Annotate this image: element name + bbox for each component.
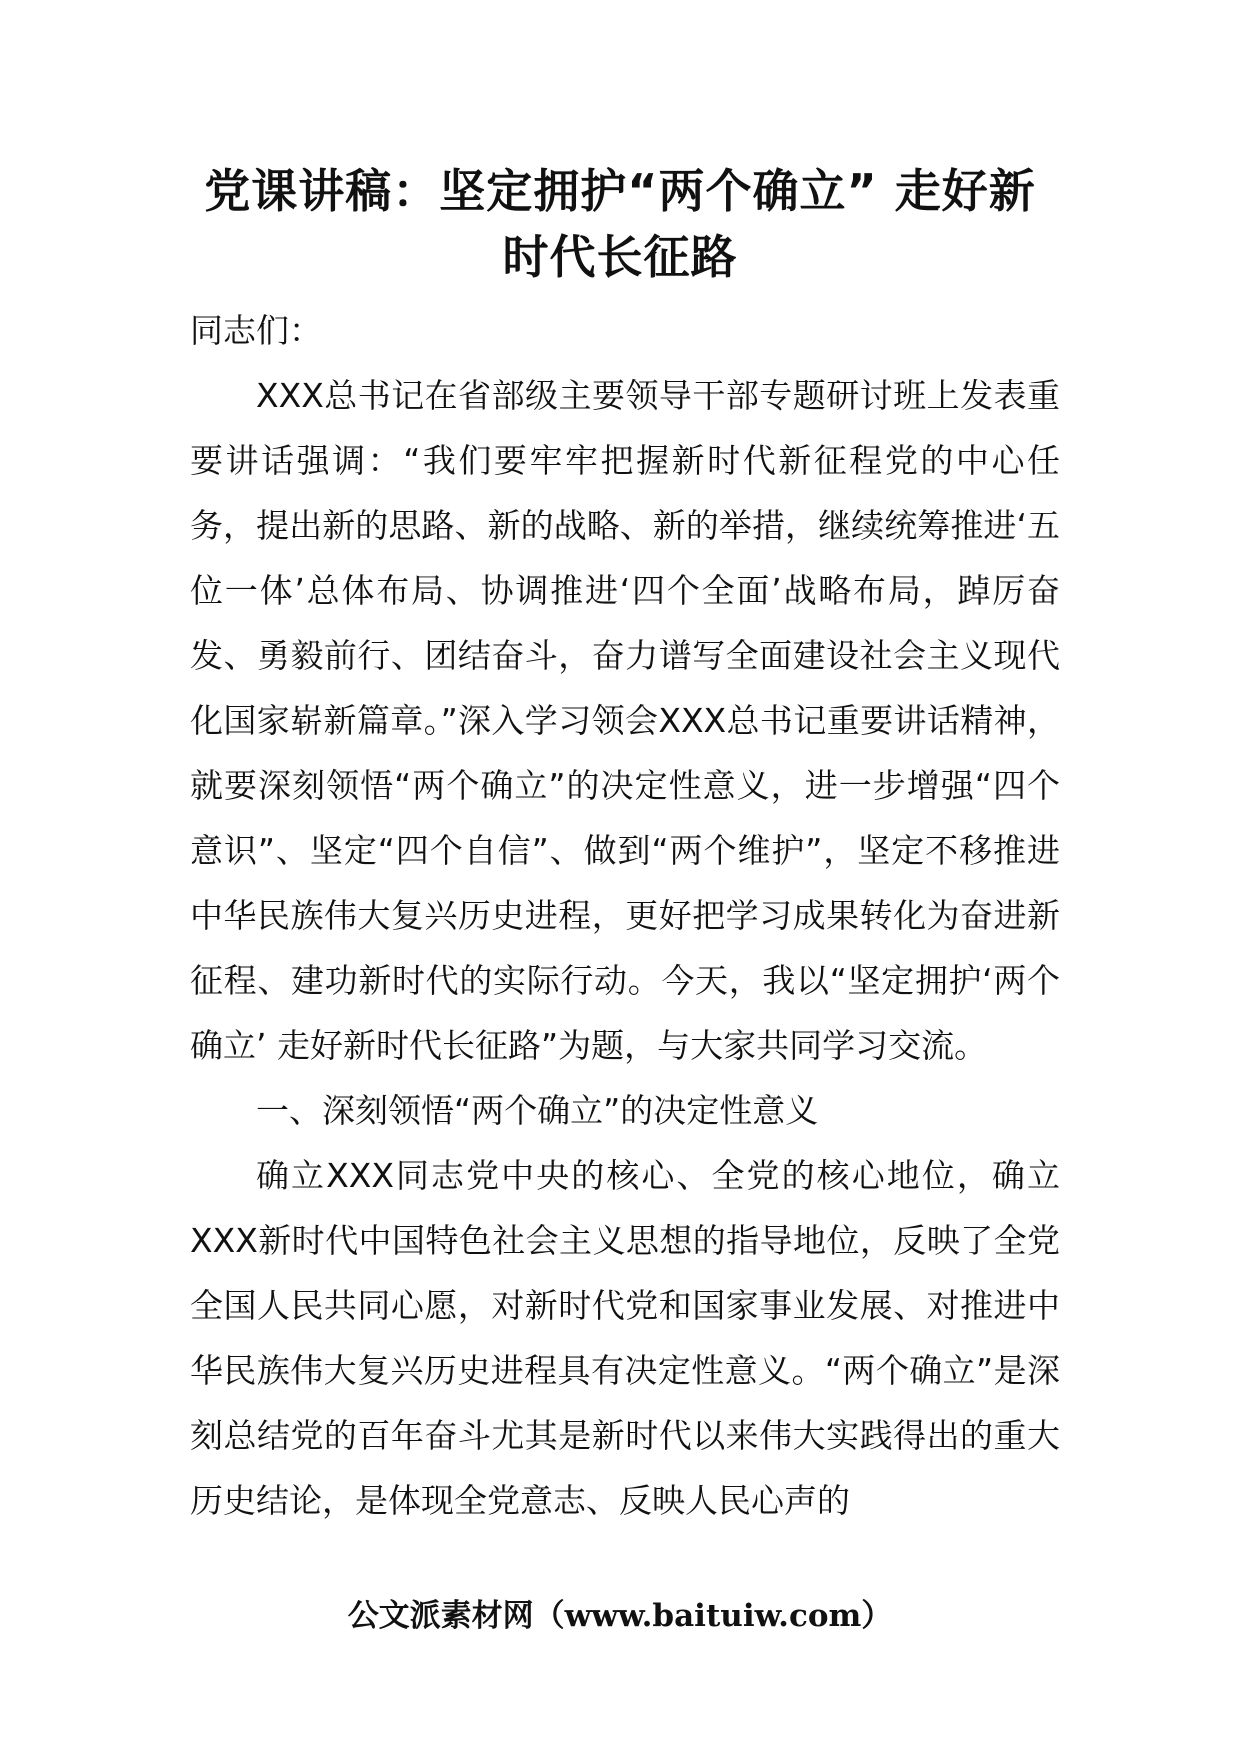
document-title: [160, 158, 1080, 290]
salutation: 同志们：: [190, 311, 322, 350]
document-body: [190, 298, 1060, 1533]
body-paragraph-1: XXX总书记在省部级主要领导干部专题研讨班上发表重要讲话强调：“我们要牢牢把握新时代新征程党的中心任务，提出新的思路、新的战略、新的举措，继续统筹推进‘五位一体’总体布局、协调推进‘四个全面’战略布局，踔厉奋发、勇毅前行、团结奋斗，奋力谱写全面建设社会主义现代化国家崭新篇章。”深入学习领会XXX总书记重要讲话精神，就要深刻领悟“两个确立”的决定性意义，进一步增强“四个意识”、坚定“四个自信”、做到“两个维护”，坚定不移推进中华民族伟大复兴历史进程，更好把学习成果转化为奋进新征程、建功新时代的实际行动。今天，我以“坚定拥护‘两个确立’ 走好新时代长征路”为题，与大家共同学习交流。: [190, 376, 1060, 1065]
section-paragraph: 确立XXX同志党中央的核心、全党的核心地位，确立XXX新时代中国特色社会主义思想的指导地位，反映了全党全国人民共同心愿，对新时代党和国家事业发展、对推进中华民族伟大复兴历史进程具有决定性意义。“两个确立”是深刻总结党的百年奋斗尤其是新时代以来伟大实践得出的重大历史结论，是体现全党意志、反映人民心声的: [190, 1156, 1060, 1520]
footer-watermark: 公文派素材网（www.baituiw.com）: [347, 1598, 893, 1634]
section-heading: 一、深刻领悟“两个确立”的决定性意义: [256, 1091, 819, 1130]
title-line-1: 党课讲稿：坚定拥护“两个确立” 走好新: [204, 164, 1036, 218]
title-line-2: 时代长征路: [502, 230, 738, 284]
